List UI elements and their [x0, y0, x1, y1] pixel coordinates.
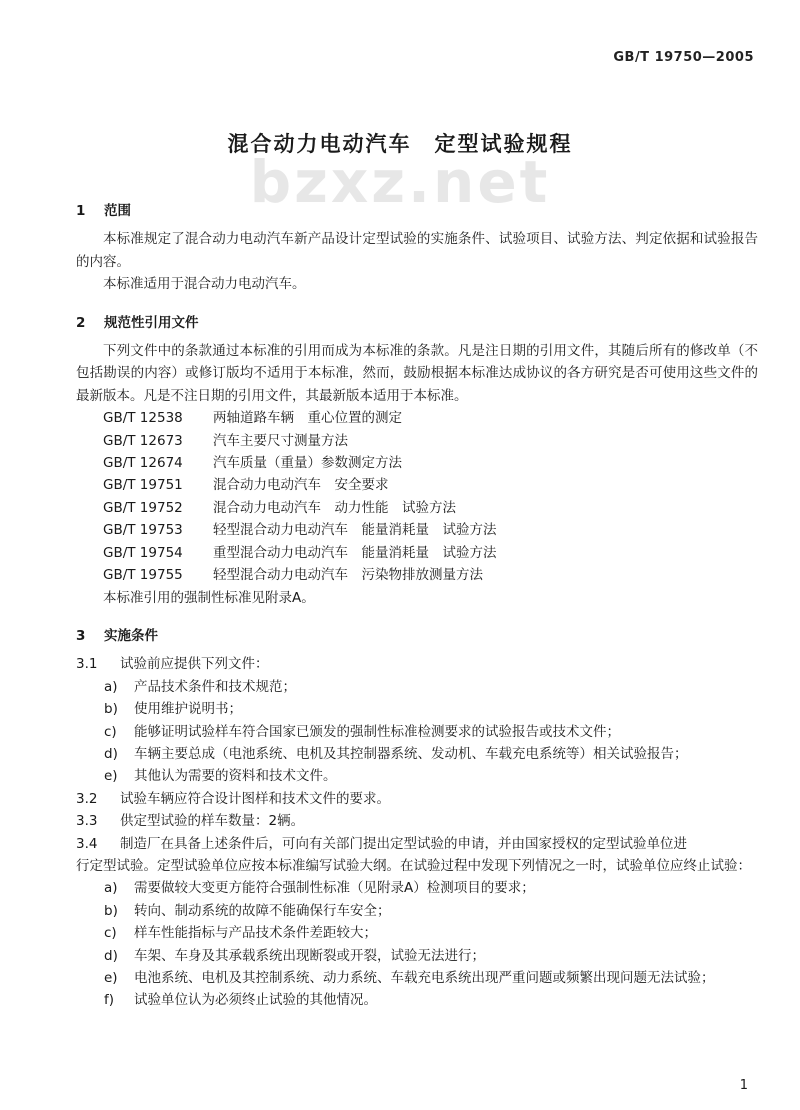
clause-3-4: 3.4 制造厂在具备上述条件后，可向有关部门提出定型试验的申请，并由国家授权的定型试验单位进 [76, 835, 687, 852]
section-1-para-1: 本标准规定了混合动力电动汽车新产品设计定型试验的实施条件、试验项目、试验方法、判定依据和试验报告的内容。 [76, 231, 758, 270]
list-item: e) 电池系统、电机及其控制系统、动力系统、车载充电系统出现严重问题或频繁出现问题无法试验； [104, 970, 715, 986]
reference-item: GB/T 19754 重型混合动力电动汽车 能量消耗量 试验方法 [103, 544, 497, 561]
reference-item: GB/T 12674 汽车质量（重量）参数测定方法 [103, 455, 402, 472]
standard-code: GB/T 19750—2005 [613, 50, 754, 65]
list-item: a) 产品技术条件和技术规范； [104, 678, 296, 695]
reference-item: GB/T 19755 轻型混合动力电动汽车 污染物排放测量方法 [103, 567, 483, 584]
section-1-para-2: 本标准适用于混合动力电动汽车。 [103, 276, 306, 293]
list-item: d) 车辆主要总成（电池系统、电机及其控制器系统、发动机、车载充电系统等）相关试验报告； [104, 745, 688, 762]
reference-item: GB/T 19751 混合动力电动汽车 安全要求 [103, 477, 389, 494]
list-item: a) 需要做较大变更方能符合强制性标准（见附录A）检测项目的要求； [104, 880, 535, 897]
list-item: d) 车架、车身及其承载系统出现断裂或开裂，试验无法进行； [104, 947, 485, 964]
list-item: b) 使用维护说明书； [104, 701, 242, 718]
reference-item: GB/T 19753 轻型混合动力电动汽车 能量消耗量 试验方法 [103, 522, 497, 539]
section-2-closing: 本标准引用的强制性标准见附录A。 [103, 589, 315, 606]
list-item: f) 试验单位认为必须终止试验的其他情况。 [104, 992, 377, 1009]
clause-3-4-continued: 行定型试验。定型试验单位应按本标准编写试验大纲。在试验过程中发现下列情况之一时，试验单位应终止试验： [76, 857, 751, 874]
document-body [76, 196, 758, 1012]
clause-3-1: 3.1 试验前应提供下列文件： [76, 656, 269, 673]
section-1-heading: 1 范围 [76, 203, 131, 219]
watermark: bzxz.net [249, 148, 551, 216]
list-item: c) 能够证明试验样车符合国家已颁发的强制性标准检测要求的试验报告或技术文件； [104, 723, 620, 740]
section-3-heading: 3 实施条件 [76, 627, 158, 644]
section-2-heading: 2 规范性引用文件 [76, 314, 199, 331]
page-number: 1 [739, 1078, 748, 1093]
section-2-intro: 下列文件中的条款通过本标准的引用而成为本标准的条款。凡是注日期的引用文件，其随后所有的修改单（不包括勘误的内容）或修订版均不适用于本标准，然而，鼓励根据本标准达成协议的各方研究是否可使用这些文件的最新版本。凡是不注日期的引用文件，其最新版本适用于本标准。 [76, 343, 758, 404]
reference-item: GB/T 19752 混合动力电动汽车 动力性能 试验方法 [103, 499, 456, 516]
clause-3-3: 3.3 供定型试验的样车数量：2辆。 [76, 813, 305, 830]
reference-item: GB/T 12538 两轴道路车辆 重心位置的测定 [103, 410, 402, 427]
list-item: c) 样车性能指标与产品技术条件差距较大； [104, 925, 377, 942]
document-title: 混合动力电动汽车 定型试验规程 [227, 132, 573, 156]
list-item: e) 其他认为需要的资料和技术文件。 [104, 768, 337, 785]
list-item: b) 转向、制动系统的故障不能确保行车安全； [104, 902, 391, 919]
reference-list [103, 407, 758, 586]
clause-3-2: 3.2 试验车辆应符合设计图样和技术文件的要求。 [76, 790, 390, 807]
reference-item: GB/T 12673 汽车主要尺寸测量方法 [103, 432, 348, 449]
